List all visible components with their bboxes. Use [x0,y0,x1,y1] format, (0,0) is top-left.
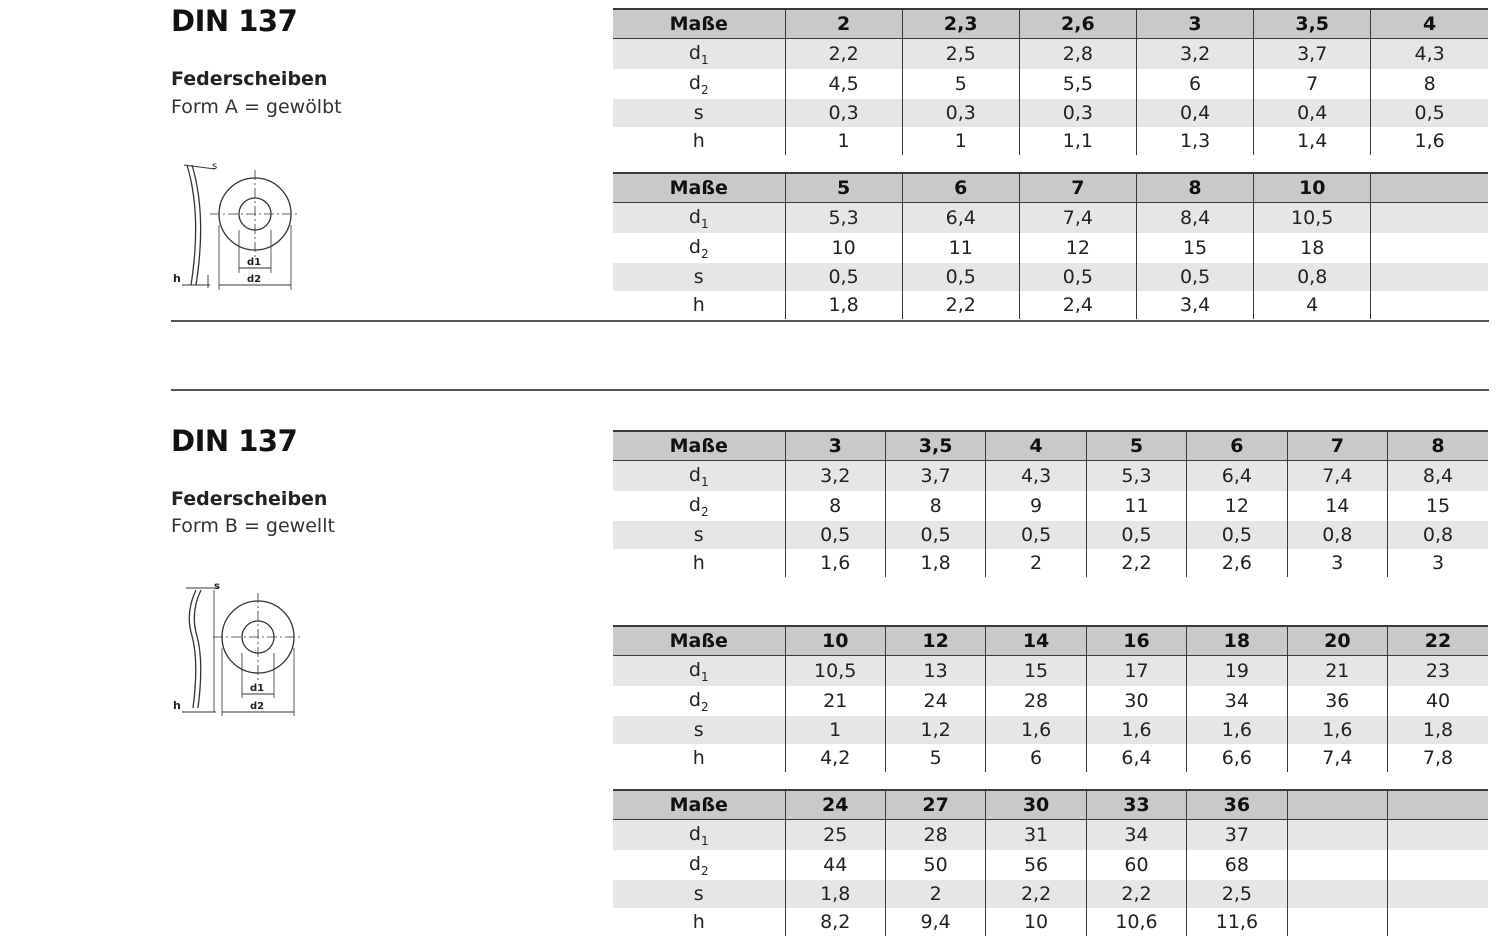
header-label: Maße [613,173,785,203]
table-cell [1388,850,1488,880]
table-cell: 1 [902,127,1019,155]
table-cell: 12 [1019,233,1136,263]
section-subtitle: Federscheiben [171,68,328,90]
washer-drawing-form-b [170,578,310,720]
table-cell [1388,880,1488,908]
table-cell: 2,5 [902,39,1019,70]
drawing-label-d2: d2 [250,701,265,712]
section-subtitle: Federscheiben [171,488,328,510]
section-divider [171,389,1489,391]
row-label-symbol: d [688,206,701,228]
table-cell: 3,7 [885,461,985,492]
table-cell: 21 [785,686,885,716]
table-cell: 28 [885,820,985,851]
row-label-subscript: 2 [700,83,709,97]
table-cell: 60 [1086,850,1186,880]
table-cell: 0,5 [785,263,902,291]
table-cell: 24 [885,686,985,716]
size-header: 3,5 [1254,9,1371,39]
table-cell: 10 [785,233,902,263]
table-cell: 8 [785,491,885,521]
table-cell: 1,6 [1287,716,1387,744]
section-title: DIN 137 [171,4,298,38]
size-header: 4 [986,431,1086,461]
table-row [613,820,1488,851]
table-header-row [613,626,1488,656]
table-cell: 8 [1371,69,1488,99]
table-row [613,263,1488,291]
row-label-symbol: d [688,823,701,845]
table-row [613,744,1488,772]
table-cell: 36 [1287,686,1387,716]
table-cell: 11,6 [1187,908,1287,936]
table-cell: 3,2 [785,461,885,492]
size-header: 3,5 [885,431,985,461]
table-cell: 6,4 [1187,461,1287,492]
table-cell: 1,6 [1371,127,1488,155]
spec-table [613,8,1488,155]
row-label [613,686,785,716]
table-cell: 1,2 [885,716,985,744]
size-header: 12 [885,626,985,656]
row-label-subscript: 1 [700,475,709,489]
table-cell: 11 [902,233,1019,263]
row-label [613,127,785,155]
table-cell: 4,2 [785,744,885,772]
table-cell: 21 [1287,656,1387,687]
table-header-row [613,173,1488,203]
table-cell [1388,820,1488,851]
row-label-subscript: 2 [700,505,709,519]
table-cell: 10,5 [1254,203,1371,234]
row-label [613,549,785,577]
table-cell: 0,5 [1371,99,1488,127]
table-cell: 12 [1187,491,1287,521]
table-cell: 40 [1388,686,1488,716]
size-header: 24 [785,790,885,820]
table-cell: 10 [986,908,1086,936]
header-label: Maße [613,790,785,820]
size-header: 2,3 [902,9,1019,39]
table-cell: 15 [1388,491,1488,521]
row-label-subscript: 2 [700,247,709,261]
size-header: 36 [1187,790,1287,820]
table-cell: 44 [785,850,885,880]
table-cell: 2,2 [1086,880,1186,908]
table-cell: 2 [986,549,1086,577]
table-cell: 13 [885,656,985,687]
table-cell: 1 [785,716,885,744]
table-row [613,233,1488,263]
row-label-subscript: 2 [700,700,709,714]
section-form-label: Form B = gewellt [171,515,335,537]
table-cell: 8,4 [1388,461,1488,492]
table-cell: 4,5 [785,69,902,99]
row-label-symbol: d [688,853,701,875]
row-label-subscript: 2 [700,864,709,878]
row-label-subscript: 1 [700,217,709,231]
size-header: 30 [986,790,1086,820]
table-cell: 0,8 [1388,521,1488,549]
header-label: Maße [613,9,785,39]
table-cell: 4 [1254,291,1371,319]
row-label [613,880,785,908]
size-header [1287,790,1387,820]
table-row [613,716,1488,744]
header-label: Maße [613,626,785,656]
section-divider [171,320,1489,322]
table-cell: 7,4 [1019,203,1136,234]
size-header: 6 [902,173,1019,203]
row-label-symbol: d [688,494,701,516]
section-form-label: Form A = gewölbt [171,96,342,118]
table-cell: 56 [986,850,1086,880]
table-cell: 2,5 [1187,880,1287,908]
row-label [613,716,785,744]
table-cell: 10,5 [785,656,885,687]
spec-table [613,789,1488,936]
spec-table [613,625,1488,772]
table-cell: 5 [885,744,985,772]
row-label [613,69,785,99]
table-row [613,69,1488,99]
table-cell: 5,3 [1086,461,1186,492]
row-label-symbol: h [692,294,705,316]
table-cell: 0,5 [785,521,885,549]
table-cell: 68 [1187,850,1287,880]
table-row [613,686,1488,716]
table-cell: 5,5 [1019,69,1136,99]
row-label-symbol: h [692,130,705,152]
table-cell [1287,820,1387,851]
row-label [613,820,785,851]
table-cell: 6,6 [1187,744,1287,772]
spec-table [613,172,1488,319]
table-cell: 3 [1287,549,1387,577]
table-cell: 1,6 [986,716,1086,744]
row-label [613,744,785,772]
table-header-row [613,790,1488,820]
size-header: 5 [1086,431,1186,461]
size-header: 8 [1136,173,1253,203]
table-cell: 34 [1086,820,1186,851]
table-cell: 3,7 [1254,39,1371,70]
row-label-symbol: d [688,72,701,94]
size-header: 5 [785,173,902,203]
table-row [613,549,1488,577]
table-cell: 30 [1086,686,1186,716]
size-header: 16 [1086,626,1186,656]
table-cell: 0,3 [1019,99,1136,127]
table-cell [1371,291,1488,319]
table-cell: 25 [785,820,885,851]
row-label-symbol: s [693,524,704,546]
table-cell: 37 [1187,820,1287,851]
table-cell: 10,6 [1086,908,1186,936]
table-cell: 8 [885,491,985,521]
row-label [613,491,785,521]
table-cell: 1,8 [785,291,902,319]
size-header: 33 [1086,790,1186,820]
table-cell: 1,6 [1086,716,1186,744]
table-cell: 23 [1388,656,1488,687]
table-cell: 0,5 [986,521,1086,549]
row-label-symbol: h [692,747,705,769]
table-cell: 6 [1136,69,1253,99]
table-cell: 0,8 [1254,263,1371,291]
table-cell: 0,3 [785,99,902,127]
table-cell: 2,2 [902,291,1019,319]
table-cell: 6 [986,744,1086,772]
row-label-symbol: d [688,659,701,681]
size-header: 6 [1187,431,1287,461]
table-cell: 8,2 [785,908,885,936]
table-cell: 2,4 [1019,291,1136,319]
table-cell: 2,2 [785,39,902,70]
table-cell [1371,203,1488,234]
table-cell: 3,2 [1136,39,1253,70]
table-cell: 14 [1287,491,1387,521]
drawing-label-d1: d1 [250,683,265,694]
table-cell: 2,8 [1019,39,1136,70]
size-header: 18 [1187,626,1287,656]
table-cell: 6,4 [1086,744,1186,772]
drawing-label-d1: d1 [247,257,262,268]
drawing-label-h: h [173,699,181,712]
row-label-symbol: s [693,883,704,905]
row-label-subscript: 1 [700,670,709,684]
table-cell: 1,8 [885,549,985,577]
row-label [613,39,785,70]
table-cell: 0,5 [1086,521,1186,549]
table-cell: 0,5 [1187,521,1287,549]
table-row [613,850,1488,880]
table-cell: 1,4 [1254,127,1371,155]
size-header: 3 [1136,9,1253,39]
table-cell [1371,263,1488,291]
drawing-label-s: s [212,161,218,172]
table-header-row [613,431,1488,461]
table-cell: 0,3 [902,99,1019,127]
table-row [613,127,1488,155]
table-cell: 2,6 [1187,549,1287,577]
table-cell: 1,1 [1019,127,1136,155]
table-cell [1287,850,1387,880]
table-cell: 7,8 [1388,744,1488,772]
row-label-subscript: 1 [700,53,709,67]
row-label [613,233,785,263]
size-header [1388,790,1488,820]
table-cell: 15 [1136,233,1253,263]
table-cell: 2,2 [1086,549,1186,577]
table-cell: 0,5 [1136,263,1253,291]
header-label: Maße [613,431,785,461]
row-label [613,656,785,687]
table-cell: 5 [902,69,1019,99]
table-cell: 5,3 [785,203,902,234]
row-label-symbol: s [693,266,704,288]
table-header-row [613,9,1488,39]
size-header: 8 [1388,431,1488,461]
table-cell [1371,233,1488,263]
size-header: 20 [1287,626,1387,656]
table-cell: 1,8 [1388,716,1488,744]
table-cell: 7 [1254,69,1371,99]
row-label-subscript: 1 [700,834,709,848]
table-cell: 1,8 [785,880,885,908]
size-header: 27 [885,790,985,820]
row-label [613,203,785,234]
row-label [613,263,785,291]
table-cell: 34 [1187,686,1287,716]
size-header: 7 [1287,431,1387,461]
table-row [613,461,1488,492]
table-cell: 4,3 [1371,39,1488,70]
drawing-label-h: h [173,272,181,285]
table-cell [1287,880,1387,908]
size-header: 2 [785,9,902,39]
table-row [613,521,1488,549]
table-cell: 9 [986,491,1086,521]
size-header: 4 [1371,9,1488,39]
table-cell: 0,5 [902,263,1019,291]
size-header: 22 [1388,626,1488,656]
row-label-symbol: d [688,689,701,711]
table-cell: 2 [885,880,985,908]
drawing-label-d2: d2 [247,274,262,285]
table-row [613,491,1488,521]
row-label-symbol: s [693,719,704,741]
table-cell: 0,5 [885,521,985,549]
table-cell: 0,5 [1019,263,1136,291]
table-cell: 18 [1254,233,1371,263]
table-cell: 17 [1086,656,1186,687]
size-header: 3 [785,431,885,461]
row-label-symbol: d [688,464,701,486]
row-label [613,99,785,127]
size-header: 10 [1254,173,1371,203]
table-cell: 15 [986,656,1086,687]
row-label [613,521,785,549]
table-row [613,880,1488,908]
table-cell: 1,6 [785,549,885,577]
row-label-symbol: h [692,552,705,574]
size-header: 10 [785,626,885,656]
table-row [613,656,1488,687]
table-cell: 0,4 [1136,99,1253,127]
table-cell: 0,4 [1254,99,1371,127]
table-cell: 3 [1388,549,1488,577]
table-cell: 11 [1086,491,1186,521]
table-row [613,291,1488,319]
row-label-symbol: d [688,42,701,64]
table-cell: 1 [785,127,902,155]
drawing-label-s: s [214,581,220,592]
table-cell: 1,3 [1136,127,1253,155]
row-label-symbol: s [693,102,704,124]
row-label-symbol: d [688,236,701,258]
table-cell: 7,4 [1287,461,1387,492]
table-cell: 31 [986,820,1086,851]
row-label-symbol: h [692,911,705,933]
table-cell: 7,4 [1287,744,1387,772]
table-row [613,39,1488,70]
table-cell: 1,6 [1187,716,1287,744]
section-title: DIN 137 [171,424,298,458]
washer-drawing-form-a [170,155,310,295]
table-cell: 28 [986,686,1086,716]
table-cell: 3,4 [1136,291,1253,319]
table-row [613,99,1488,127]
size-header: 7 [1019,173,1136,203]
table-cell: 9,4 [885,908,985,936]
table-cell: 8,4 [1136,203,1253,234]
table-cell: 4,3 [986,461,1086,492]
row-label [613,291,785,319]
table-cell: 19 [1187,656,1287,687]
table-cell: 50 [885,850,985,880]
table-cell: 6,4 [902,203,1019,234]
size-header: 14 [986,626,1086,656]
row-label [613,461,785,492]
row-label [613,850,785,880]
spec-table [613,430,1488,577]
table-cell: 2,2 [986,880,1086,908]
table-cell: 0,8 [1287,521,1387,549]
table-row [613,203,1488,234]
size-header: 2,6 [1019,9,1136,39]
size-header [1371,173,1488,203]
